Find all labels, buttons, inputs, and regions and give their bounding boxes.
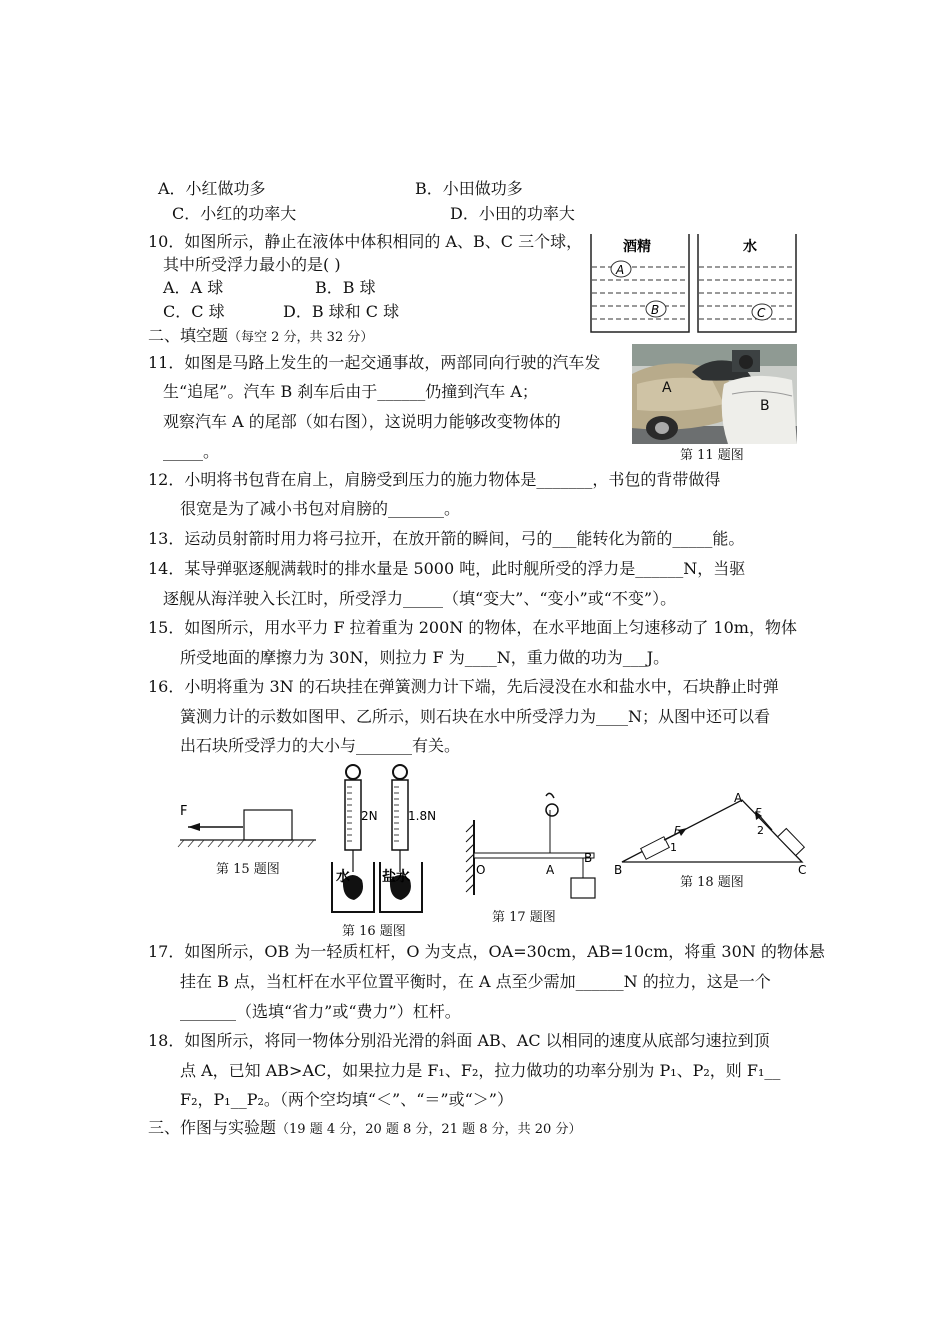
- q10-option-b: B．B 球: [315, 278, 376, 297]
- q15-line1: 15．如图所示，用水平力 F 拉着重为 200N 的物体，在水平地面上匀速移动了 10m，物体: [148, 618, 797, 637]
- fig17-label-a: A: [546, 863, 555, 877]
- q16-line1: 16．小明将重为 3N 的石块挂在弹簧测力计下端，先后浸没在水和盐水中，石块静止时弹: [148, 677, 779, 696]
- q11-line4: _____。: [163, 442, 220, 461]
- fig18-num-2: 2: [757, 824, 764, 837]
- q14-line1: 14．某导弹驱逐舰满载时的排水量是 5000 吨，此时舰所受的浮力是______N，当驱: [148, 559, 746, 578]
- q17-line3: _______（选填“省力”或“费力”）杠杆。: [180, 1002, 461, 1021]
- q13-line1: 13．运动员射箭时用力将弓拉开，在放开箭的瞬间，弓的___能转化为箭的_____能。: [148, 529, 745, 548]
- fig16: [328, 762, 437, 920]
- q14-line2: 逐舰从海洋驶入长江时，所受浮力_____（填“变大”、“变小”或“不变”）。: [163, 589, 677, 608]
- q17-line2: 挂在 B 点，当杠杆在水平位置平衡时，在 A 点至少需加______N 的拉力，这是一个: [180, 972, 771, 991]
- q9-option-a: A．小红做功多: [158, 179, 266, 198]
- q15-line2: 所受地面的摩擦力为 30N，则拉力 F 为____N，重力做的功为___J。: [180, 648, 670, 667]
- section3-title: 三、作图与实验题: [148, 1118, 277, 1137]
- fig16-reading-1: 2N: [361, 809, 378, 823]
- fig16-liquid-water: 水: [336, 869, 350, 885]
- q9-option-b: B．小田做功多: [415, 179, 523, 198]
- fig18-num-1: 1: [670, 841, 677, 854]
- fig18-label-a: A: [734, 791, 743, 805]
- q18-line2: 点 A，已知 AB>AC，如果拉力是 F₁、F₂，拉力做功的功率分别为 P₁、P₂，则 F₁__: [180, 1061, 781, 1080]
- fig15-caption: 第 15 题图: [216, 862, 280, 877]
- q18-line3: F₂，P₁__P₂。（两个空均填“＜”、“＝”或“＞”）: [180, 1090, 513, 1109]
- fig17-caption: 第 17 题图: [492, 910, 556, 925]
- section2-heading: [148, 325, 373, 349]
- q10-label-water: 水: [743, 239, 757, 255]
- fig16-caption: 第 16 题图: [342, 924, 406, 939]
- fig17: [462, 790, 602, 902]
- q11-line3: 观察汽车 A 的尾部（如右图），这说明力能够改变物体的: [163, 412, 561, 431]
- section3-note: （19 题 4 分，20 题 8 分，21 题 8 分，共 20 分）: [276, 1122, 582, 1137]
- fig17-label-o: O: [476, 863, 486, 877]
- fig18-caption: 第 18 题图: [680, 875, 744, 890]
- fig15-force-label: F: [180, 804, 188, 819]
- q11-line1: 11．如图是马路上发生的一起交通事故，两部同向行驶的汽车发: [148, 353, 601, 372]
- q12-line2: 很宽是为了减小书包对肩膀的_______。: [180, 499, 461, 518]
- q11-photo-label-a: A: [662, 380, 672, 396]
- fig18-force-f1: F: [674, 824, 681, 837]
- fig18: [612, 790, 812, 880]
- q16-line2: 簧测力计的示数如图甲、乙所示，则石块在水中所受浮力为____N；从图中还可以看: [180, 707, 771, 726]
- q17-line1: 17．如图所示，OB 为一轻质杠杆，O 为支点，OA=30cm，AB=10cm，将重 30N 的物体悬: [148, 942, 825, 961]
- q10-option-c: C．C 球: [163, 302, 225, 321]
- q11-line2: 生“追尾”。汽车 B 刹车后由于______仍撞到汽车 A；: [163, 382, 538, 401]
- fig17-label-b: B: [584, 851, 593, 865]
- q18-line1: 18．如图所示，将同一物体分别沿光滑的斜面 AB、AC 以相同的速度从底部匀速拉到顶: [148, 1031, 770, 1050]
- q9-option-d: D．小田的功率大: [450, 204, 575, 223]
- fig18-force-f2: F: [755, 806, 762, 819]
- q9-option-c: C．小红的功率大: [172, 204, 297, 223]
- ball-b-label: B: [651, 303, 660, 317]
- fig15: [178, 800, 318, 860]
- fig18-label-b: B: [614, 863, 623, 877]
- fig15-block: [244, 810, 292, 840]
- q10-figure: [585, 232, 800, 336]
- q10-line2: 其中所受浮力最小的是( ): [163, 255, 341, 274]
- q10-line1: 10．如图所示，静止在液体中体积相同的 A、B、C 三个球，: [148, 232, 583, 251]
- fig16-reading-2: 1.8N: [408, 809, 437, 823]
- section2-note: （每空 2 分，共 32 分）: [228, 330, 374, 345]
- q11-photo-label-b: B: [760, 398, 770, 414]
- q10-option-a: A．A 球: [163, 278, 224, 297]
- section2-title: 二、填空题: [148, 326, 229, 345]
- ball-a-label: A: [616, 263, 625, 277]
- q11-photo: [632, 344, 797, 444]
- q10-label-alcohol: 酒精: [623, 239, 651, 255]
- ball-c-label: C: [757, 306, 766, 320]
- q12-line1: 12．小明将书包背在肩上，肩膀受到压力的施力物体是_______，书包的背带做得: [148, 470, 721, 489]
- section3-heading: [148, 1117, 581, 1141]
- q11-caption: 第 11 题图: [680, 448, 744, 463]
- fig16-liquid-saltwater: 盐水: [382, 869, 410, 885]
- q10-option-d: D．B 球和 C 球: [283, 302, 400, 321]
- q16-line3: 出石块所受浮力的大小与_______有关。: [180, 736, 461, 755]
- fig18-label-c: C: [798, 863, 807, 877]
